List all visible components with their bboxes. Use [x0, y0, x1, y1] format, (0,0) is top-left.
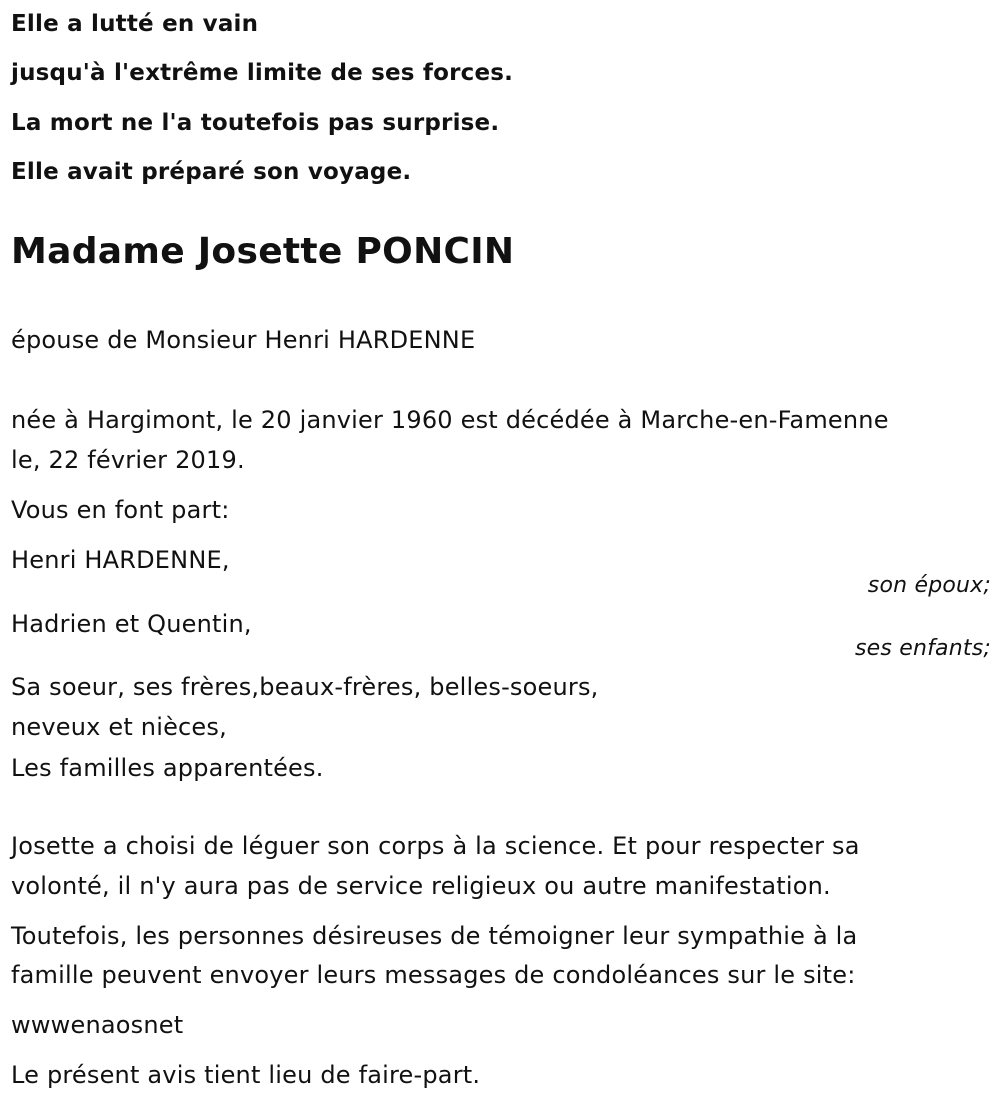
- announce-intro: Vous en font part:: [11, 496, 230, 524]
- condolence-line-1: Toutefois, les personnes désireuses de témoigner leur sympathie à la: [11, 922, 858, 950]
- poem-line-3: La mort ne l'a toutefois pas surprise.: [11, 110, 500, 136]
- science-line-2: volonté, il n'y aura pas de service religieux ou autre manifestation.: [11, 872, 831, 900]
- birth-death-line-1: née à Hargimont, le 20 janvier 1960 est décédée à Marche-en-Famenne: [11, 406, 889, 434]
- closing-line: Le présent avis tient lieu de faire-part.: [11, 1061, 481, 1089]
- science-line-1: Josette a choisi de léguer son corps à la science. Et pour respecter sa: [11, 832, 860, 860]
- family-name-children: Hadrien et Quentin,: [11, 610, 252, 638]
- other-family-line-3: Les familles apparentées.: [11, 754, 324, 782]
- birth-death-line-2: le, 22 février 2019.: [11, 446, 245, 474]
- family-relation-children: ses enfants;: [854, 636, 991, 661]
- other-family-line-1: Sa soeur, ses frères,beaux-frères, belles-soeurs,: [11, 673, 599, 701]
- website-text: wwwenaosnet: [11, 1011, 184, 1039]
- spouse-line: épouse de Monsieur Henri HARDENNE: [11, 326, 476, 354]
- poem-line-1: Elle a lutté en vain: [11, 11, 259, 37]
- poem-line-2: jusqu'à l'extrême limite de ses forces.: [11, 60, 514, 86]
- family-name-spouse: Henri HARDENNE,: [11, 546, 230, 574]
- poem-line-4: Elle avait préparé son voyage.: [11, 159, 412, 185]
- deceased-name: Madame Josette PONCIN: [11, 231, 515, 272]
- condolence-line-2: famille peuvent envoyer leurs messages de condoléances sur le site:: [11, 961, 856, 989]
- other-family-line-2: neveux et nièces,: [11, 713, 227, 741]
- family-relation-spouse: son époux;: [867, 573, 991, 598]
